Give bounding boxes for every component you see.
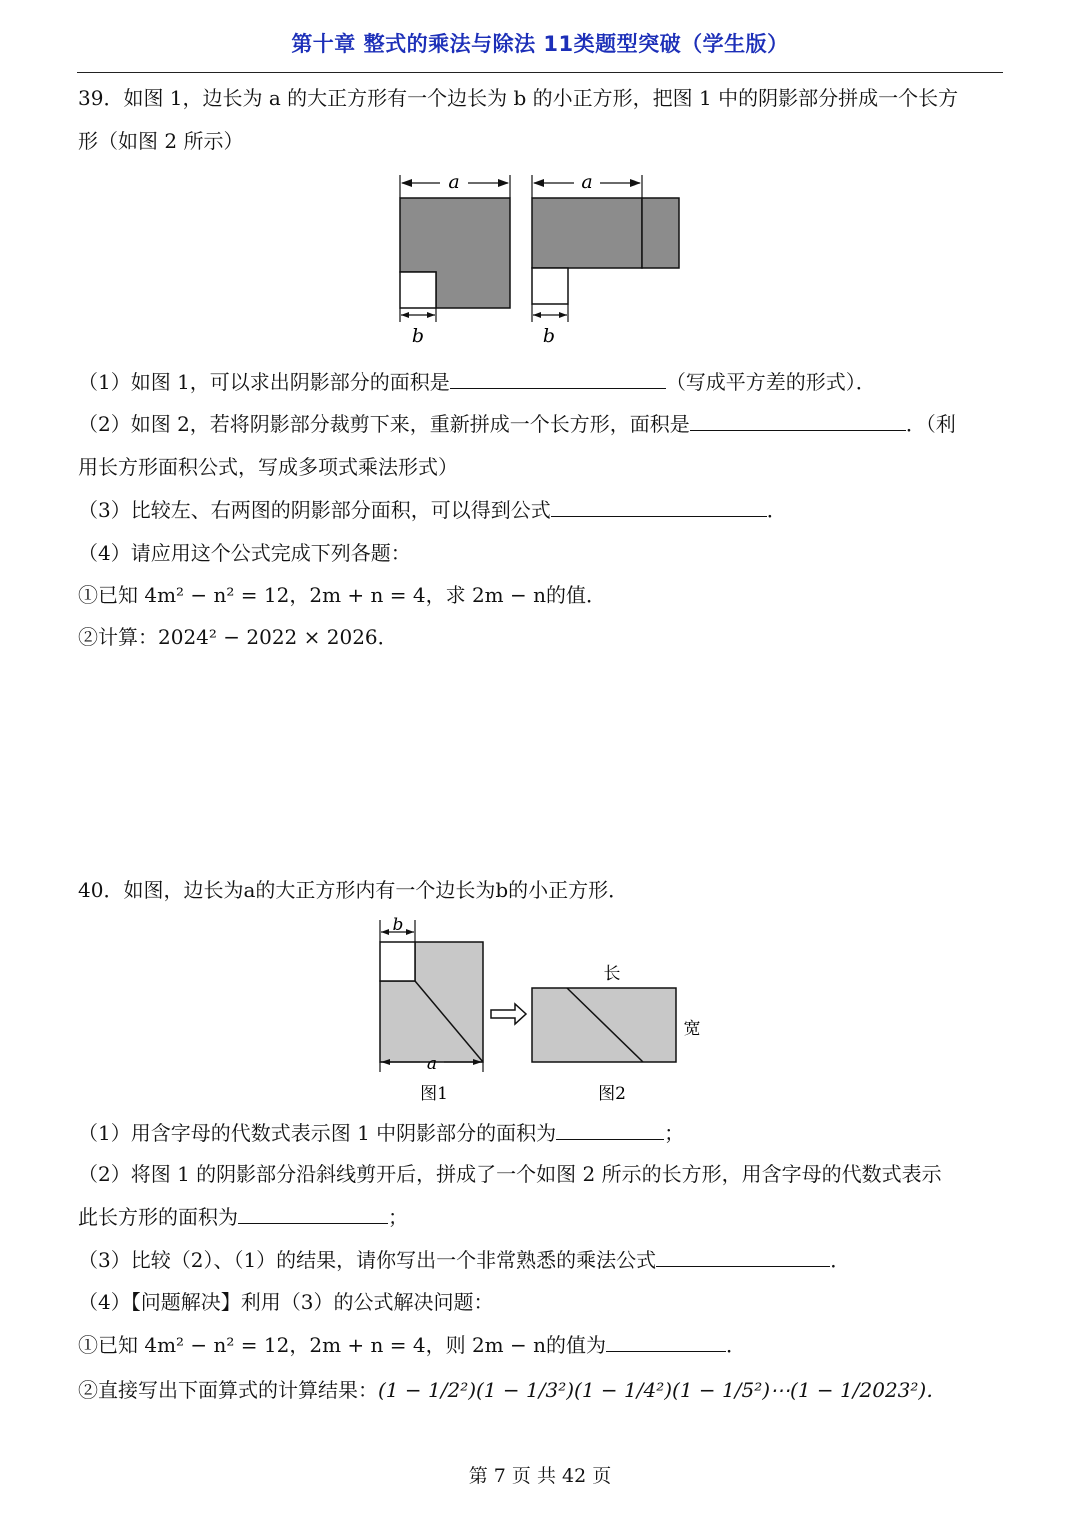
q39-sub1: ①已知 4m² − n² = 12，2m + n = 4，求 2m − n的值．	[78, 583, 606, 607]
q39-part2-cont: 用长方形面积公式，写成多项式乘法形式）	[78, 455, 458, 479]
q39-part2-blank[interactable]	[690, 410, 906, 431]
q39-part3: （3）比较左、右两图的阴影部分面积，可以得到公式 ．	[78, 498, 787, 522]
q39-part1-blank[interactable]	[450, 368, 666, 389]
q39-part1: （1）如图 1，可以求出阴影部分的面积是 （写成平方差的形式）．	[78, 370, 876, 394]
header-rule	[77, 72, 1003, 73]
q39-part3-blank[interactable]	[551, 496, 767, 517]
q39-part2: （2）如图 2，若将阴影部分裁剪下来，重新拼成一个长方形，面积是 ．（利	[78, 412, 956, 436]
q40-sub2: ②直接写出下面算式的计算结果：(1 − 1/2²)(1 − 1/3²)(1 − 1/4²)(1 − 1/5²)⋯(1 − 1/2023²)．	[78, 1378, 947, 1402]
q39-fig2-rect-b	[642, 198, 679, 268]
q39-fig2-small-square	[532, 268, 568, 304]
q40-part3: （3）比较（2）、（1）的结果，请你写出一个非常熟悉的乘法公式 ．	[78, 1248, 851, 1272]
page-header-title: 第十章 整式的乘法与除法 11类题型突破（学生版）	[291, 32, 789, 56]
q40-fig2-label-wide: 宽	[683, 1019, 701, 1039]
q40-fig1-label-a: a	[426, 1054, 438, 1074]
q40-fig1-caption: 图1	[420, 1084, 448, 1104]
q40-fig2-caption: 图2	[598, 1084, 626, 1104]
q40-part4: （4）【问题解决】利用（3）的公式解决问题：	[78, 1290, 494, 1314]
q39-fig1-label-b: b	[411, 325, 425, 347]
q39-stem-line1: 39．如图 1，边长为 a 的大正方形有一个边长为 b 的小正方形，把图 1 中的阴影部分拼成一个长方	[78, 86, 959, 110]
q40-sub1: ①已知 4m² − n² = 12，2m + n = 4，则 2m − n的值为 ．	[78, 1333, 746, 1357]
q40-sub1-blank[interactable]	[606, 1331, 726, 1352]
q40-part3-blank[interactable]	[656, 1246, 830, 1267]
q40-stem: 40．如图，边长为a的大正方形内有一个边长为b的小正方形．	[78, 878, 629, 902]
q40-part2-blank[interactable]	[238, 1203, 388, 1224]
q40-transform-arrow	[491, 1004, 526, 1024]
q39-fig2-rect-a	[532, 198, 642, 268]
q39-part4: （4）请应用这个公式完成下列各题：	[78, 541, 411, 565]
q39-fig2-label-a: a	[581, 171, 593, 193]
q40-fig2-label-long: 长	[603, 964, 621, 984]
q39-fig1-small-square	[400, 272, 436, 308]
q39-figure	[390, 170, 690, 350]
q39-fig2-label-b: b	[542, 325, 556, 347]
q40-fig1-small-square	[380, 942, 415, 981]
q39-stem-line2: 形（如图 2 所示）	[78, 129, 244, 153]
q39-fig1-label-a: a	[448, 171, 460, 193]
page-footer: 第 7 页 共 42 页	[468, 1465, 612, 1487]
q40-sub2-expression: (1 − 1/2²)(1 − 1/3²)(1 − 1/4²)(1 − 1/5²)⋯(1 − 1/2023²)．	[378, 1378, 947, 1402]
q40-part2: （2）将图 1 的阴影部分沿斜线剪开后，拼成了一个如图 2 所示的长方形，用含字母的代数式表示	[78, 1162, 942, 1186]
q40-fig1-label-b: b	[392, 915, 404, 935]
q40-figure	[360, 912, 720, 1108]
q40-part2-cont: 此长方形的面积为 ；	[78, 1205, 408, 1229]
q40-part1-blank[interactable]	[556, 1119, 664, 1140]
q39-sub2: ②计算：2024² − 2022 × 2026．	[78, 625, 398, 649]
q40-part1: （1）用含字母的代数式表示图 1 中阴影部分的面积为 ；	[78, 1121, 685, 1145]
